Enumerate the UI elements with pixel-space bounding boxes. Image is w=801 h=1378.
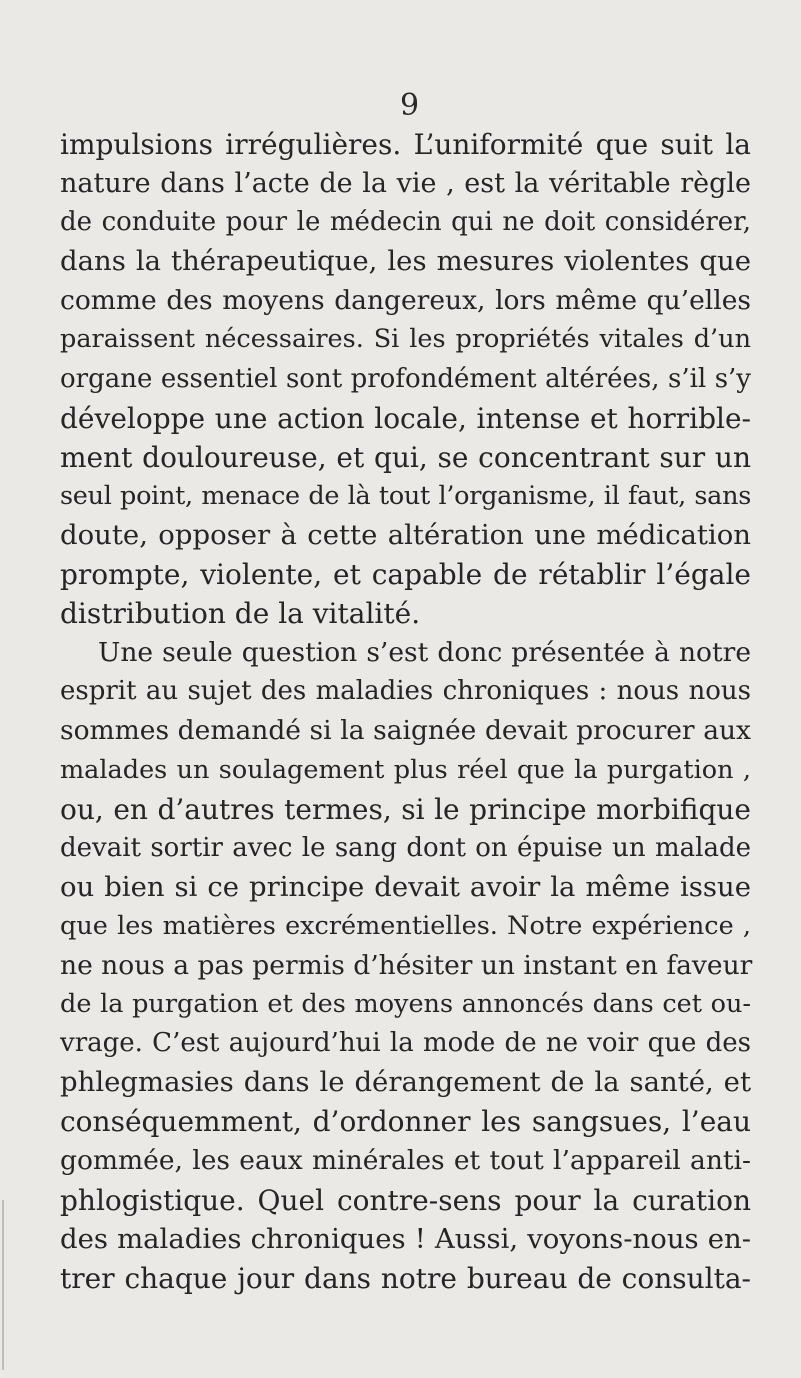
text-line: organe essentiel sont profondément altérées, s’il s’y — [60, 363, 751, 394]
text-line: seul point, menace de là tout l’organisme, il faut, sans — [60, 480, 751, 511]
text-line: comme des moyens dangereux, lors même qu’elles — [60, 285, 751, 317]
text-line: dans la thérapeutique, les mesures violentes que — [60, 245, 751, 278]
text-line: ment douloureuse, et qui, se concentrant sur un — [60, 440, 751, 474]
text-line: prompte, violente, et capable de rétablir l’égale — [60, 558, 751, 592]
text-line: trer chaque jour dans notre bureau de consulta- — [60, 1261, 751, 1295]
text-line: ou, en d’autres termes, si le principe morbifique — [60, 792, 751, 826]
text-line: doute, opposer à cette altération une médication — [60, 518, 751, 551]
text-line: gommée, les eaux minérales et tout l’appareil anti- — [60, 1145, 751, 1177]
text-line: de la purgation et des moyens annoncés dans cet ou- — [60, 989, 751, 1020]
text-line: développe une action locale, intense et horrible- — [60, 401, 751, 435]
text-line: paraissent nécessaires. Si les propriétés vitales d’un — [60, 324, 751, 355]
text-line: distribution de la vitalité. — [60, 597, 421, 631]
text-line: ou bien si ce principe devait avoir la même issue — [60, 870, 751, 903]
body-text — [60, 125, 751, 1298]
text-line: que les matières excrémentielles. Notre expérience , — [60, 910, 751, 941]
text-line: nature dans l’acte de la vie , est la véritable règle — [60, 168, 751, 200]
text-line: de conduite pour le médecin qui ne doit considérer, — [60, 207, 751, 238]
text-line: sommes demandé si la saignée devait procurer aux — [60, 715, 751, 747]
paragraph-start-line: Une seule question s’est donc présentée à notre — [98, 637, 751, 669]
text-line: ne nous a pas permis d’hésiter un instant en faveur — [60, 949, 753, 981]
text-line: esprit au sujet des maladies chroniques : nous nous — [60, 676, 751, 707]
text-line: malades un soulagement plus réel que la purgation , — [60, 754, 751, 785]
text-line: vrage. C’est aujourd’hui la mode de ne voir que des — [60, 1028, 751, 1059]
text-line: impulsions irrégulières. L’uniformité que suit la — [60, 128, 751, 161]
text-line: devait sortir avec le sang dont on épuise un malade — [60, 832, 751, 863]
text-line: conséquemment, d’ordonner les sangsues, l’eau — [60, 1105, 751, 1139]
text-line: phlogistique. Quel contre-sens pour la curation — [60, 1183, 751, 1217]
page-number: 9 — [399, 88, 420, 123]
text-line: des maladies chroniques ! Aussi, voyons-nous en- — [60, 1222, 751, 1255]
page-edge-shadow — [2, 1200, 4, 1370]
text-line: phlegmasies dans le dérangement de la santé, et — [60, 1066, 751, 1099]
